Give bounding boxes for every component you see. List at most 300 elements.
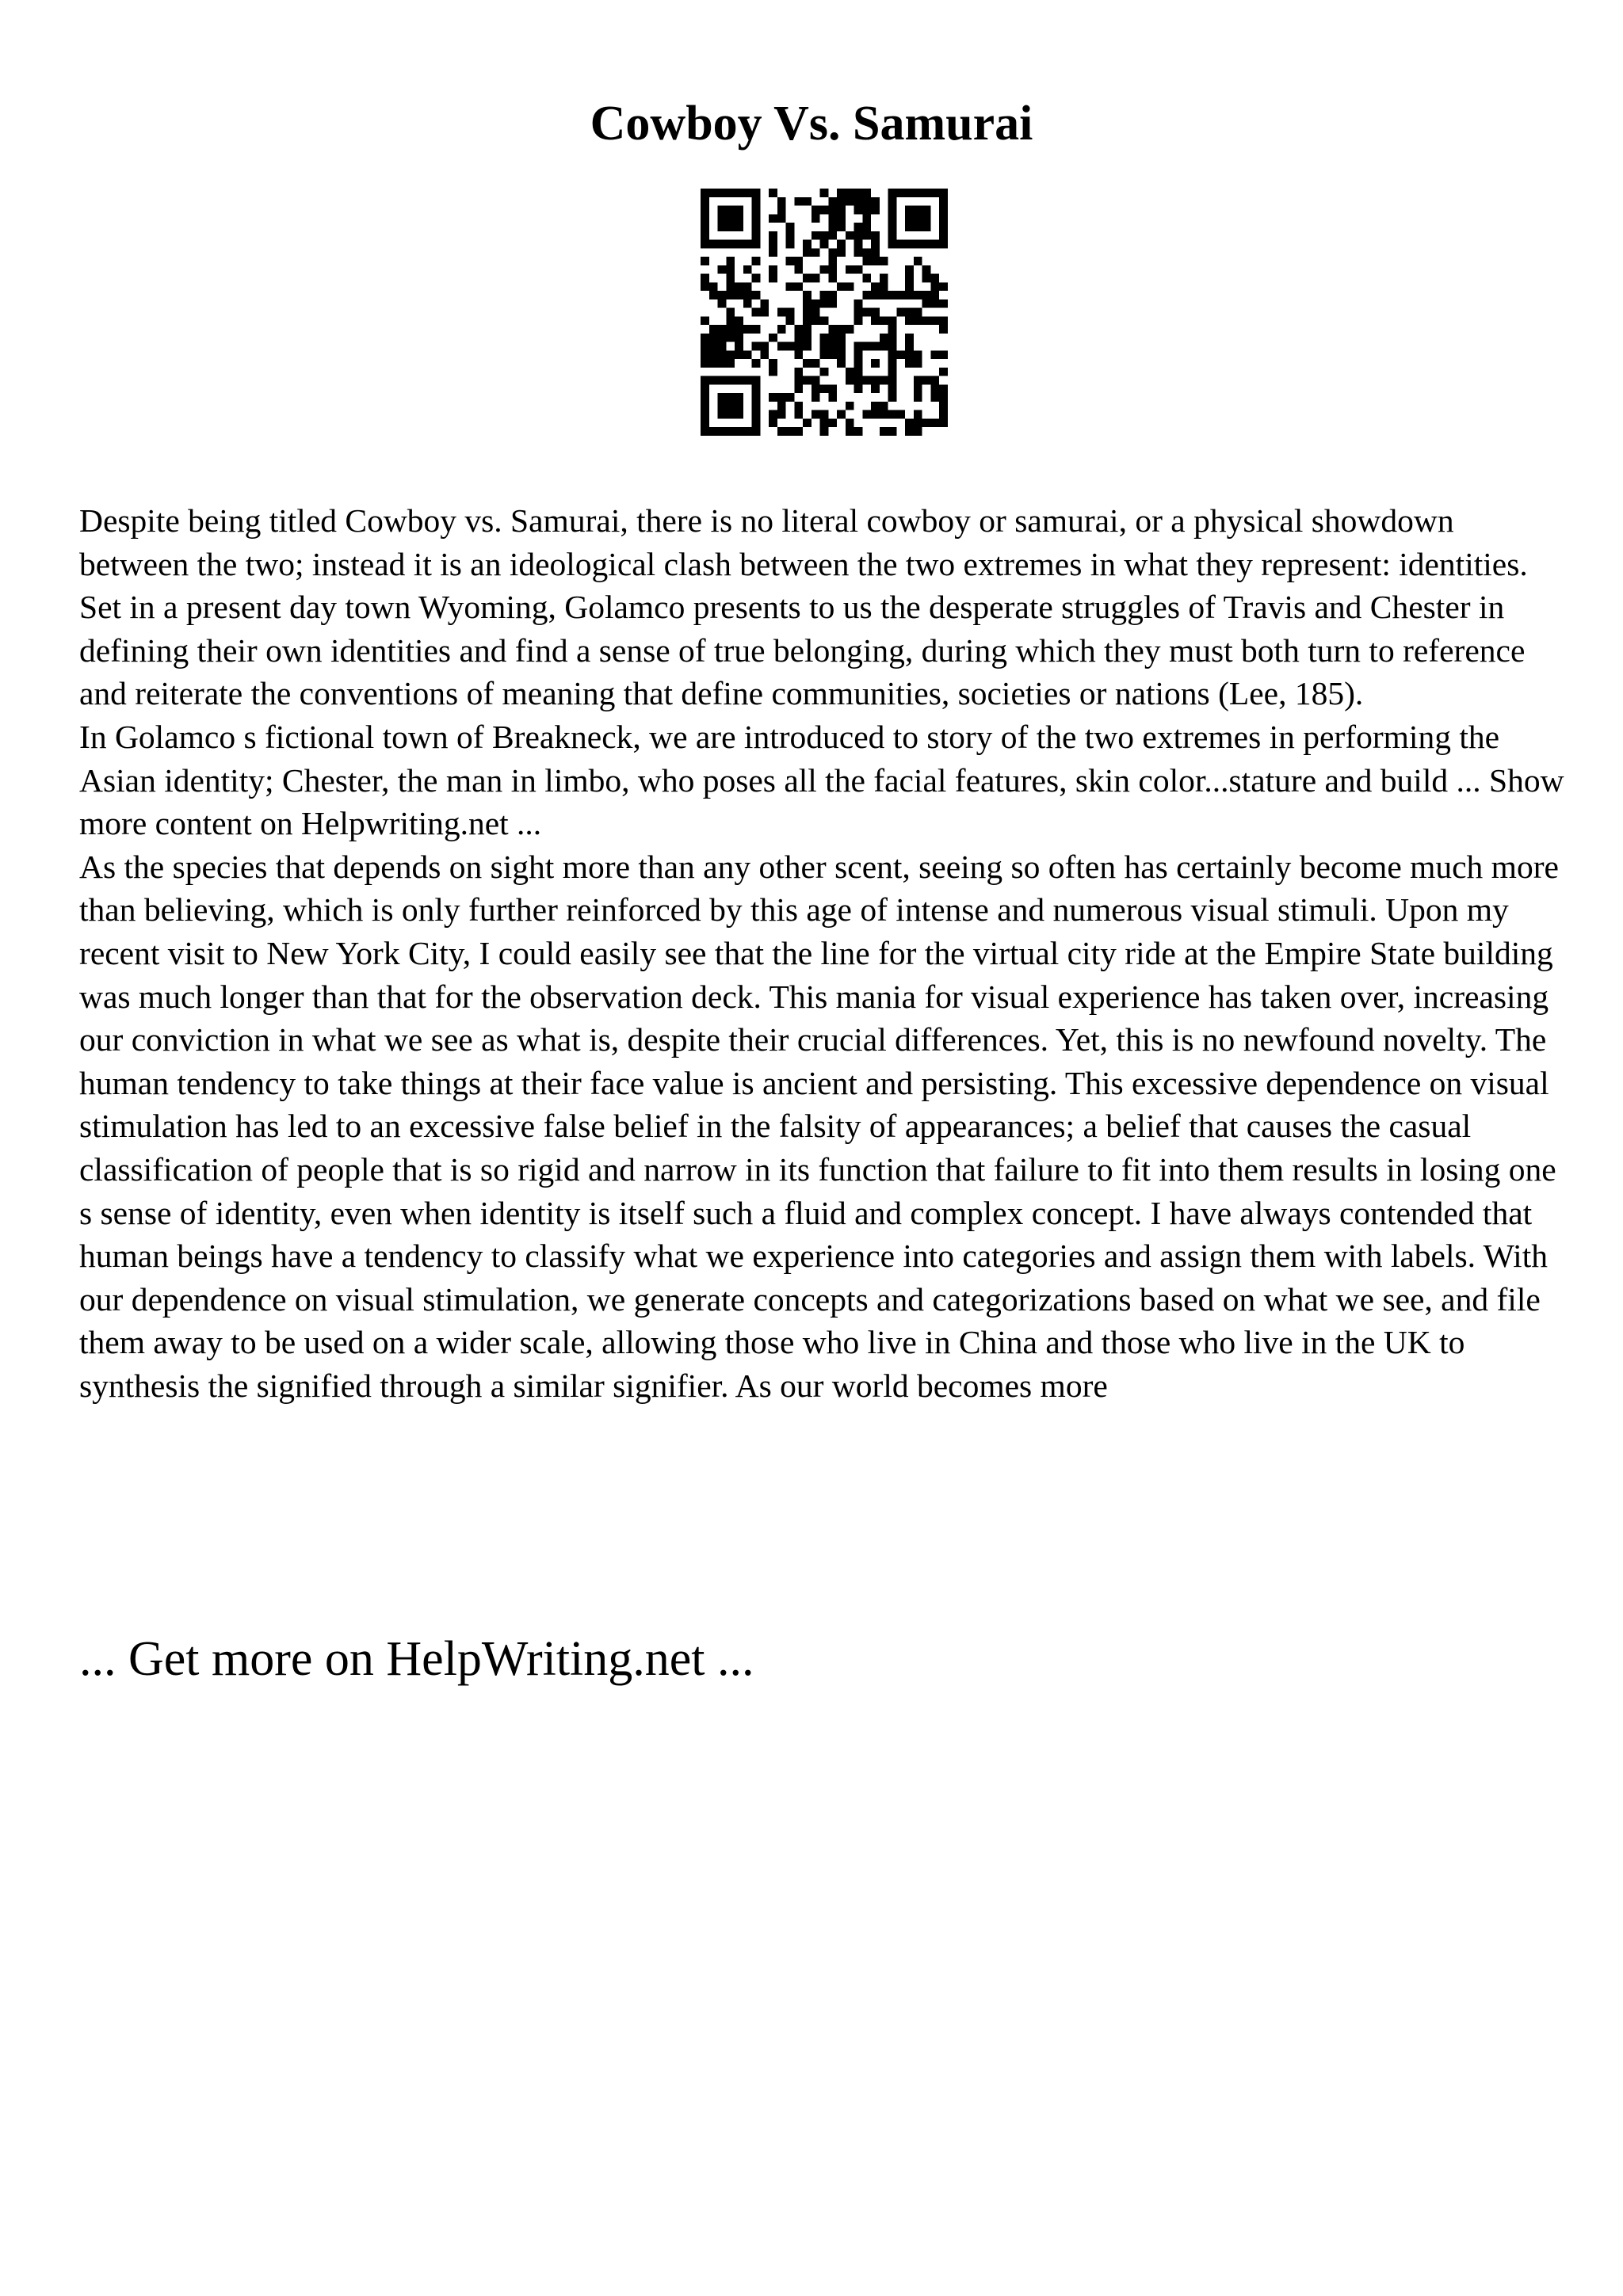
qr-module <box>880 274 888 283</box>
qr-module <box>812 410 820 419</box>
qr-module <box>769 334 777 342</box>
qr-module <box>726 265 735 274</box>
qr-module <box>726 189 735 197</box>
qr-module <box>701 342 709 351</box>
qr-module <box>777 214 786 223</box>
qr-module <box>939 299 948 308</box>
qr-module <box>905 359 914 368</box>
qr-module <box>939 368 948 376</box>
qr-module <box>837 342 846 351</box>
qr-module <box>854 299 863 308</box>
qr-module <box>905 418 914 427</box>
qr-module <box>794 350 803 359</box>
qr-module <box>752 257 761 265</box>
qr-module <box>846 189 854 197</box>
qr-module <box>888 368 897 376</box>
qr-module <box>922 206 931 215</box>
qr-module <box>820 240 829 249</box>
qr-module <box>914 214 922 223</box>
qr-module <box>726 376 735 385</box>
qr-module <box>777 393 786 402</box>
qr-module <box>726 282 735 291</box>
paragraph: As the species that depends on sight more than any other scent, seeing so often has certainly become much more than believing, which is only further reinforced by this age of intense and numerous visual stimuli. Upon my recent visit to New York City, I could easily see that the line for the virtual city ride at the Empire State building was much longer than that for the observation deck. This mania for visual experience has taken over, increasing our conviction in what we see as what is, despite their crucial differences. Yet, this is no newfound novelty. The human tendency to take things at their face value is ancient and persisting. This excessive dependence on visual stimulation has led to an excessive false belief in the falsity of appearances; a belief that causes the casual classification of people that is so rigid and narrow in its function that failure to fit into them results in losing one s sense of identity, even when identity is itself such a fluid and complex concept. I have always contended that human beings have a tendency to classify what we experience into categories and assign them with labels. With our dependence on visual stimulation, we generate concepts and categorizations based on what we see, and file them away to be used on a wider scale, allowing those who live in China and those who live in the UK to synthesis the signified through a similar signifier. As our world becomes more <box>79 848 1559 1404</box>
qr-module <box>743 350 752 359</box>
qr-module <box>871 197 880 206</box>
qr-module <box>828 384 837 393</box>
qr-module <box>880 257 888 265</box>
qr-module <box>914 189 922 197</box>
qr-module <box>743 291 752 299</box>
qr-module <box>718 223 727 231</box>
qr-module <box>871 402 880 410</box>
qr-module <box>846 325 854 334</box>
qr-module <box>905 308 914 317</box>
qr-module <box>786 316 795 325</box>
qr-module <box>794 282 803 291</box>
qr-module <box>718 206 727 215</box>
qr-module <box>803 334 812 342</box>
qr-module <box>803 240 812 249</box>
qr-module <box>777 427 786 436</box>
qr-module <box>854 206 863 215</box>
qr-module <box>862 231 871 240</box>
qr-module <box>880 342 888 351</box>
qr-module <box>888 393 897 402</box>
qr-module <box>786 257 795 265</box>
qr-module <box>709 189 718 197</box>
qr-module <box>880 282 888 291</box>
qr-module <box>922 418 931 427</box>
qr-module <box>828 265 837 274</box>
qr-module <box>862 197 871 206</box>
qr-module <box>701 282 709 291</box>
qr-module <box>905 223 914 231</box>
qr-module <box>735 402 743 410</box>
qr-module <box>939 410 948 419</box>
qr-module <box>828 299 837 308</box>
qr-module <box>888 410 897 419</box>
qr-module <box>701 197 709 206</box>
qr-module <box>905 350 914 359</box>
qr-module <box>862 410 871 419</box>
qr-module <box>803 291 812 299</box>
qr-module <box>752 197 761 206</box>
qr-module <box>718 240 727 249</box>
qr-module <box>752 393 761 402</box>
qr-module <box>939 350 948 359</box>
qr-module <box>846 376 854 385</box>
qr-module <box>880 427 888 436</box>
qr-module <box>820 350 829 359</box>
qr-module <box>880 410 888 419</box>
qr-module <box>896 308 905 317</box>
qr-module <box>760 342 769 351</box>
qr-module <box>701 350 709 359</box>
qr-module <box>812 308 820 317</box>
qr-module <box>896 291 905 299</box>
qr-module <box>896 410 905 419</box>
qr-module <box>880 334 888 342</box>
qr-module <box>820 427 829 436</box>
qr-module <box>888 359 897 368</box>
qr-module <box>939 206 948 215</box>
qr-module <box>871 316 880 325</box>
qr-module <box>812 316 820 325</box>
qr-module <box>905 427 914 436</box>
qr-module <box>854 248 863 257</box>
get-more-link[interactable]: ... Get more on HelpWriting.net ... <box>79 1632 754 1686</box>
qr-module <box>846 231 854 240</box>
qr-module <box>752 402 761 410</box>
qr-module <box>914 308 922 317</box>
qr-module <box>726 308 735 317</box>
qr-code-icon <box>701 189 948 436</box>
qr-module <box>701 402 709 410</box>
qr-module <box>854 376 863 385</box>
qr-module <box>888 240 897 249</box>
qr-module <box>914 206 922 215</box>
qr-module <box>701 393 709 402</box>
qr-module <box>922 265 931 274</box>
qr-module <box>880 316 888 325</box>
qr-module <box>726 393 735 402</box>
qr-module <box>726 359 735 368</box>
qr-module <box>922 376 931 385</box>
qr-module <box>854 384 863 393</box>
qr-module <box>939 189 948 197</box>
qr-module <box>828 214 837 223</box>
qr-module <box>837 350 846 359</box>
qr-module <box>888 214 897 223</box>
qr-module <box>905 274 914 283</box>
qr-module <box>828 393 837 402</box>
page-title: Cowboy Vs. Samurai <box>590 97 1033 151</box>
qr-module <box>862 291 871 299</box>
qr-module <box>939 214 948 223</box>
qr-module <box>820 334 829 342</box>
qr-module <box>888 189 897 197</box>
qr-module <box>803 342 812 351</box>
qr-module <box>888 206 897 215</box>
qr-module <box>922 316 931 325</box>
qr-module <box>939 223 948 231</box>
qr-module <box>803 299 812 308</box>
qr-module <box>701 206 709 215</box>
qr-module <box>709 334 718 342</box>
qr-module <box>812 299 820 308</box>
qr-module <box>718 325 727 334</box>
qr-module <box>786 282 795 291</box>
qr-module <box>735 282 743 291</box>
qr-module <box>752 384 761 393</box>
qr-module <box>794 342 803 351</box>
qr-module <box>803 274 812 283</box>
qr-module <box>718 299 727 308</box>
qr-module <box>888 325 897 334</box>
qr-module <box>854 240 863 249</box>
qr-module <box>828 257 837 265</box>
qr-module <box>752 274 761 283</box>
qr-module <box>701 376 709 385</box>
qr-module <box>735 325 743 334</box>
qr-module <box>777 342 786 351</box>
qr-module <box>846 265 854 274</box>
qr-module <box>939 325 948 334</box>
qr-module <box>846 282 854 291</box>
qr-module <box>794 265 803 274</box>
qr-module <box>828 342 837 351</box>
qr-module <box>828 291 837 299</box>
qr-module <box>939 197 948 206</box>
qr-module <box>854 316 863 325</box>
qr-module <box>846 402 854 410</box>
qr-module <box>769 359 777 368</box>
qr-module <box>769 393 777 402</box>
qr-module <box>922 274 931 283</box>
qr-module <box>726 214 735 223</box>
qr-module <box>777 206 786 215</box>
paragraph: Despite being titled Cowboy vs. Samurai, there is no literal cowboy or samurai, or a physical showdown between the two; instead it is an ideological clash between the two extremes in what they represent: identities. Set in a present day town Wyoming, Golamco presents to us the desperate struggles of Travis and Chester in defining their own identities and find a sense of true belonging, during which they must both turn to reference and reiterate the conventions of meaning that define communities, societies or nations (Lee, 185). <box>79 502 1528 712</box>
qr-module <box>914 418 922 427</box>
qr-module <box>803 197 812 206</box>
qr-module <box>769 368 777 376</box>
qr-module <box>862 189 871 197</box>
qr-module <box>854 359 863 368</box>
qr-module <box>905 214 914 223</box>
qr-module <box>752 342 761 351</box>
qr-module <box>769 418 777 427</box>
qr-module <box>735 350 743 359</box>
qr-module <box>701 410 709 419</box>
qr-module <box>726 274 735 283</box>
qr-module <box>820 189 829 197</box>
qr-module <box>718 334 727 342</box>
qr-module <box>803 376 812 385</box>
qr-module <box>914 393 922 402</box>
paragraph: In Golamco s fictional town of Breakneck, we are introduced to story of the two extremes in performing the Asian identity; Chester, the man in limbo, who poses all the facial features, skin color...stature and build ... Show more content on Helpwriting.net ... <box>79 718 1564 842</box>
qr-module <box>896 189 905 197</box>
qr-module <box>922 299 931 308</box>
qr-module <box>828 206 837 215</box>
qr-module <box>930 189 939 197</box>
qr-module <box>930 393 939 402</box>
qr-module <box>812 384 820 393</box>
qr-module <box>794 384 803 393</box>
qr-module <box>905 240 914 249</box>
qr-module <box>930 376 939 385</box>
qr-module <box>837 334 846 342</box>
qr-module <box>939 393 948 402</box>
qr-module <box>812 248 820 257</box>
qr-module <box>837 282 846 291</box>
qr-module <box>854 368 863 376</box>
qr-module <box>820 418 829 427</box>
qr-module <box>812 214 820 223</box>
qr-module <box>752 427 761 436</box>
qr-module <box>760 350 769 359</box>
qr-module <box>914 350 922 359</box>
qr-module <box>743 265 752 274</box>
qr-code-graphic <box>701 189 948 436</box>
qr-module <box>871 248 880 257</box>
qr-module <box>812 376 820 385</box>
qr-module <box>726 316 735 325</box>
qr-module <box>752 223 761 231</box>
qr-module <box>828 248 837 257</box>
qr-module <box>939 384 948 393</box>
qr-module <box>709 350 718 359</box>
qr-module <box>794 334 803 342</box>
qr-module <box>769 274 777 283</box>
qr-module <box>812 393 820 402</box>
qr-module <box>794 427 803 436</box>
qr-module <box>871 410 880 419</box>
qr-module <box>769 189 777 197</box>
qr-module <box>922 291 931 299</box>
qr-module <box>854 308 863 317</box>
qr-module <box>794 410 803 419</box>
qr-module <box>718 350 727 359</box>
qr-module <box>803 316 812 325</box>
qr-module <box>828 223 837 231</box>
qr-module <box>794 376 803 385</box>
qr-module <box>871 308 880 317</box>
qr-module <box>828 197 837 206</box>
qr-module <box>837 206 846 215</box>
qr-module <box>769 214 777 223</box>
qr-module <box>888 291 897 299</box>
qr-module <box>862 308 871 317</box>
qr-module <box>794 257 803 265</box>
qr-module <box>769 265 777 274</box>
qr-module <box>752 376 761 385</box>
qr-module <box>854 265 863 274</box>
qr-module <box>709 359 718 368</box>
qr-module <box>718 342 727 351</box>
qr-module <box>735 410 743 419</box>
qr-module <box>871 240 880 249</box>
qr-module <box>803 418 812 427</box>
qr-module <box>777 308 786 317</box>
qr-module <box>735 291 743 299</box>
qr-module <box>718 291 727 299</box>
qr-module <box>862 214 871 223</box>
qr-module <box>930 240 939 249</box>
qr-module <box>735 342 743 351</box>
qr-module <box>888 384 897 393</box>
qr-module <box>812 274 820 283</box>
qr-module <box>726 325 735 334</box>
qr-module <box>701 418 709 427</box>
qr-module <box>777 402 786 410</box>
qr-module <box>735 223 743 231</box>
qr-module <box>769 240 777 249</box>
qr-module <box>914 240 922 249</box>
qr-module <box>828 231 837 240</box>
qr-module <box>803 308 812 317</box>
qr-module <box>743 189 752 197</box>
qr-module <box>914 384 922 393</box>
qr-module <box>726 350 735 359</box>
qr-module <box>718 189 727 197</box>
qr-module <box>888 223 897 231</box>
qr-module <box>914 257 922 265</box>
qr-module <box>930 384 939 393</box>
article-body <box>79 499 1569 1407</box>
qr-module <box>837 223 846 231</box>
qr-module <box>726 402 735 410</box>
qr-module <box>837 240 846 249</box>
qr-module <box>939 402 948 410</box>
qr-module <box>701 316 709 325</box>
qr-module <box>718 376 727 385</box>
qr-module <box>930 299 939 308</box>
qr-module <box>752 240 761 249</box>
qr-module <box>726 334 735 342</box>
qr-module <box>726 427 735 436</box>
qr-module <box>939 240 948 249</box>
qr-module <box>905 291 914 299</box>
qr-module <box>794 197 803 206</box>
qr-module <box>752 214 761 223</box>
qr-module <box>837 189 846 197</box>
qr-module <box>803 248 812 257</box>
qr-module <box>828 274 837 283</box>
qr-module <box>914 316 922 325</box>
qr-module <box>760 299 769 308</box>
qr-module <box>930 282 939 291</box>
qr-module <box>701 274 709 283</box>
qr-module <box>777 197 786 206</box>
qr-module <box>905 206 914 215</box>
qr-module <box>812 206 820 215</box>
qr-module <box>846 197 854 206</box>
qr-module <box>905 342 914 351</box>
qr-module <box>701 214 709 223</box>
qr-module <box>914 223 922 231</box>
qr-module <box>726 206 735 215</box>
qr-module <box>871 291 880 299</box>
qr-module <box>914 359 922 368</box>
qr-module <box>735 206 743 215</box>
qr-module <box>701 334 709 342</box>
qr-module <box>803 359 812 368</box>
qr-module <box>701 359 709 368</box>
qr-module <box>914 410 922 419</box>
qr-module <box>709 427 718 436</box>
qr-module <box>888 334 897 342</box>
qr-module <box>837 325 846 334</box>
qr-module <box>752 206 761 215</box>
qr-module <box>922 214 931 223</box>
qr-module <box>701 231 709 240</box>
qr-module <box>862 223 871 231</box>
qr-module <box>854 189 863 197</box>
qr-module <box>752 325 761 334</box>
qr-module <box>905 189 914 197</box>
qr-module <box>760 308 769 317</box>
qr-module <box>820 265 829 274</box>
qr-module <box>735 214 743 223</box>
qr-module <box>854 342 863 351</box>
qr-module <box>820 291 829 299</box>
qr-module <box>905 265 914 274</box>
qr-module <box>837 248 846 257</box>
qr-module <box>777 410 786 419</box>
qr-module <box>701 189 709 197</box>
qr-module <box>718 265 727 274</box>
qr-module <box>854 427 863 436</box>
